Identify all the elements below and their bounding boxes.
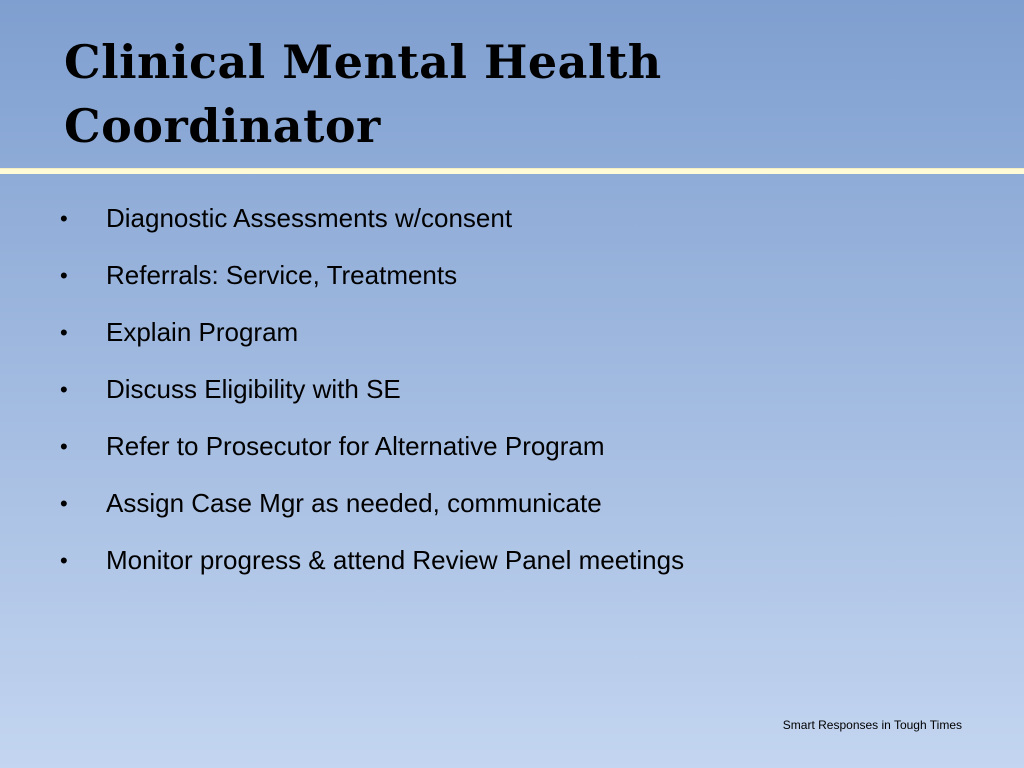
bullet-item	[60, 532, 684, 589]
bullet-item	[60, 190, 684, 247]
bullet-icon: •	[60, 262, 68, 288]
bullet-list	[60, 190, 684, 589]
slide-title-line-1: Clinical Mental Health	[64, 35, 662, 89]
bullet-item	[60, 475, 684, 532]
bullet-text: Explain Program	[106, 317, 299, 347]
bullet-icon: •	[60, 490, 68, 516]
bullet-text: Referrals: Service, Treatments	[106, 260, 458, 290]
bullet-text: Discuss Eligibility with SE	[106, 374, 401, 404]
bullet-text: Monitor progress & attend Review Panel meetings	[106, 545, 685, 575]
slide-footer: Smart Responses in Tough Times	[782, 718, 962, 732]
title-divider	[0, 168, 1024, 174]
bullet-icon: •	[60, 376, 68, 402]
bullet-icon: •	[60, 433, 68, 459]
slide-title	[64, 30, 964, 158]
bullet-icon: •	[60, 319, 68, 345]
bullet-item	[60, 361, 684, 418]
slide-title-line-2: Coordinator	[64, 99, 381, 153]
bullet-icon: •	[60, 205, 68, 231]
bullet-text: Assign Case Mgr as needed, communicate	[106, 488, 602, 518]
bullet-icon: •	[60, 547, 68, 573]
bullet-item	[60, 247, 684, 304]
bullet-item	[60, 418, 684, 475]
bullet-text: Refer to Prosecutor for Alternative Program	[106, 431, 605, 461]
bullet-item	[60, 304, 684, 361]
bullet-text: Diagnostic Assessments w/consent	[106, 203, 513, 233]
